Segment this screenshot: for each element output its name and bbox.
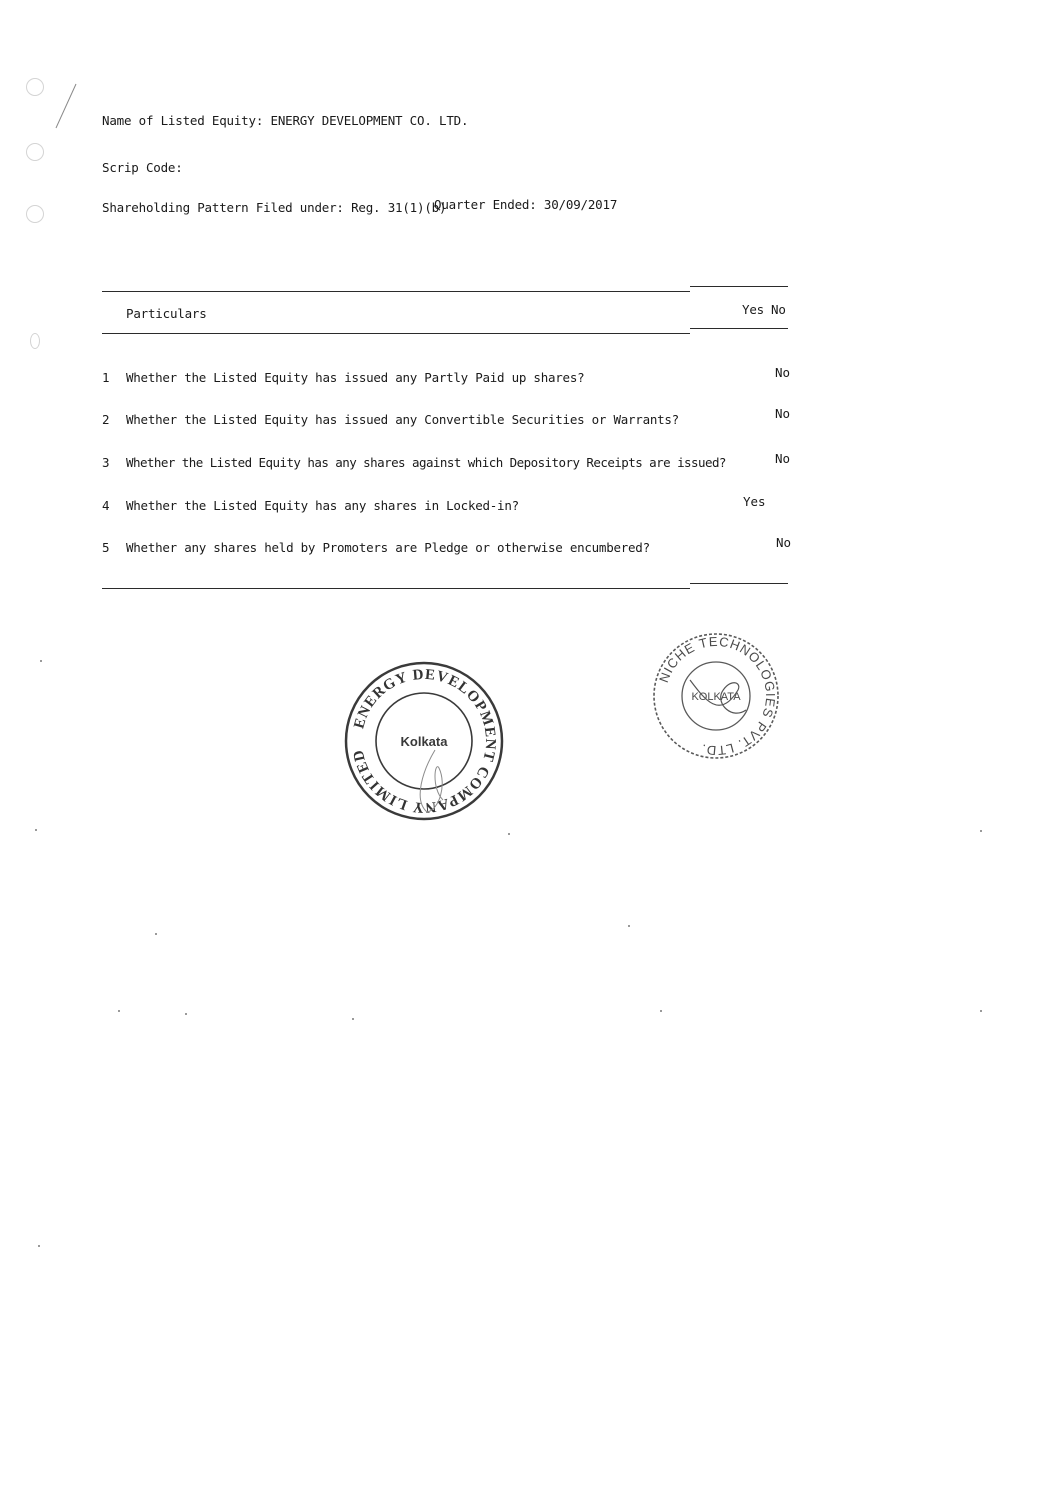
punch-hole-mark — [26, 78, 44, 96]
equity-name: ENERGY DEVELOPMENT CO. LTD. — [270, 113, 469, 128]
row-answer: No — [776, 535, 792, 550]
row-answer: No — [775, 451, 791, 466]
company-seal-ring-text: ENERGY DEVELOPMENT COMPANY LIMITED — [350, 666, 499, 816]
pattern-filed-line — [102, 200, 446, 216]
scan-speck — [660, 1010, 662, 1012]
pen-mark — [50, 82, 80, 132]
table-header-rule — [102, 333, 690, 334]
scan-speck — [980, 830, 982, 832]
listed-equity-line — [102, 113, 468, 129]
scrip-code-label: Scrip Code: — [102, 160, 183, 175]
table-bottom-rule — [102, 588, 690, 589]
scan-speck — [628, 925, 630, 927]
row-number: 3 — [102, 455, 110, 470]
pattern-value: Reg. 31(1)(b) — [351, 200, 447, 215]
punch-hole-mark — [30, 333, 40, 349]
equity-label: Name of Listed Equity: — [102, 113, 264, 128]
scan-speck — [35, 829, 37, 831]
auditor-seal-ring-text: NICHE TECHNOLOGIES PVT. LTD. — [656, 633, 779, 759]
auditor-seal-stamp — [650, 630, 782, 762]
pattern-label: Shareholding Pattern Filed under: — [102, 200, 344, 215]
row-question: Whether any shares held by Promoters are Pledge or otherwise encumbered? — [126, 540, 650, 555]
company-seal-center-text: Kolkata — [400, 734, 448, 749]
row-question: Whether the Listed Equity has issued any Convertible Securities or Warrants? — [126, 412, 679, 427]
row-number: 2 — [102, 412, 110, 427]
scan-speck — [508, 833, 510, 835]
row-answer: No — [775, 406, 791, 421]
scan-speck — [155, 933, 157, 935]
company-seal-stamp — [343, 660, 505, 822]
row-number: 4 — [102, 498, 110, 513]
table-top-rule-right — [690, 286, 788, 287]
column-header-yes: Yes — [742, 302, 764, 317]
table-bottom-rule-right — [690, 583, 788, 584]
row-number: 1 — [102, 370, 110, 385]
row-question: Whether the Listed Equity has issued any Partly Paid up shares? — [126, 370, 585, 385]
punch-hole-mark — [26, 143, 44, 161]
row-number: 5 — [102, 540, 110, 555]
table-top-rule — [102, 291, 690, 292]
auditor-seal-center-text: KOLKATA — [691, 691, 741, 703]
row-answer: Yes — [743, 494, 766, 509]
quarter-label: Quarter Ended: — [434, 197, 537, 212]
quarter-ended-line — [434, 197, 617, 213]
scan-speck — [38, 1245, 40, 1247]
scrip-code-line — [102, 160, 183, 176]
scan-speck — [352, 1018, 354, 1020]
quarter-value: 30/09/2017 — [543, 197, 618, 212]
scan-speck — [40, 660, 42, 662]
column-header-particulars: Particulars — [126, 306, 207, 321]
scan-speck — [118, 1010, 120, 1012]
row-question: Whether the Listed Equity has any shares against which Depository Receipts are issued? — [126, 455, 726, 470]
row-question: Whether the Listed Equity has any shares in Locked-in? — [126, 498, 519, 513]
scan-speck — [980, 1010, 982, 1012]
table-header-rule-right — [690, 328, 788, 329]
row-answer: No — [775, 365, 791, 380]
punch-hole-mark — [26, 205, 44, 223]
scan-speck — [185, 1013, 187, 1015]
column-header-no: No — [771, 302, 786, 317]
